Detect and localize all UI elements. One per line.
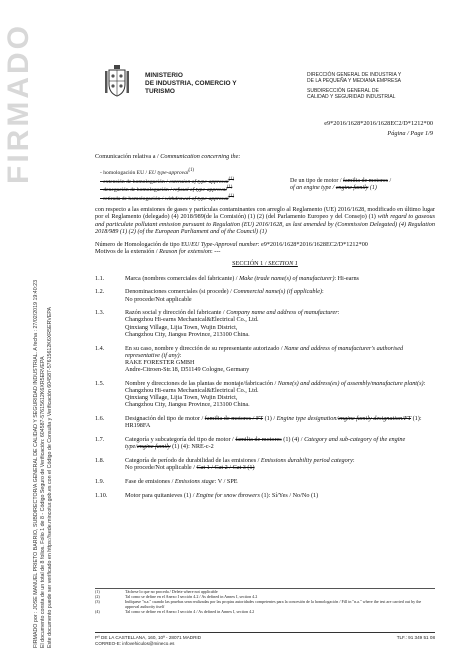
regulation-text: con respecto a las emisiones de gases y partículas contaminantes con arreglo al Reglamento (UE) 2016/1628, modificado en último lugar por el Reglamento (delegado) (4) 2018/989(de la Comisión) (1) (2) (del Parlamento Europeo y del Consejo) (1) with regard to gaseous and particulate pollutant emission pursuant to Regulation (EU) 2016/1628, as last amended by (Commission Delegated) (4) Regulation 2018/989 (1) (2) (of the European Parliament and of the Council) (1): [95, 206, 435, 235]
ministry-name: MINISTERIO DE INDUSTRIA, COMERCIO Y TURISMO: [145, 72, 237, 95]
letterhead: [95, 60, 435, 110]
option-type-approval: - homologación EU / EU type-approval$^{(1)}$: [100, 168, 194, 177]
communication-options: [95, 168, 435, 206]
footer-divider: [95, 632, 435, 633]
engine-type-choice: De un tipo de motor / familia de motores / of an engine type / engine family (1): [290, 178, 392, 192]
item-1-10: 1.10. Motor para quitanieves (1) / Engine for snow throwers (1): Sí/Yes / No/No (1): [95, 491, 319, 499]
item-1-5: 1.5. Nombre y direcciones de las plantas de montaje/fabricación / Name(s) and address(es) of assembly/manufacture plant(s): Changzhou Hi-earns Mechanical&Electrical Co., Ltd. Qinxiang Village, Lijia Town, Wujin District, Changzhou City, Jiangsu Province, 213100 China.: [95, 379, 426, 409]
section-title: SECCIÓN 1 / SECTION 1: [232, 260, 298, 268]
coat-of-arms-icon: [104, 65, 130, 99]
footer-email[interactable]: CORREO-E: infovehiculos@mineco.es: [95, 641, 175, 646]
sidebar-line-1: FIRMADO por : JOSE MANUEL PRIETO BARRIO, SUBDIRECTOR/A GENERAL DE CALIDAD Y SEGURIDAD INDUSTRIAL. A fecha : 27/02/2019 19:40:23: [33, 279, 39, 648]
communication-label: Comunicación relativa a / Communication concerning the:: [95, 153, 241, 160]
firmado-stamp: FIRMADO: [2, 23, 35, 184]
document-body: [95, 153, 435, 505]
footer-address: Pº DE LA CASTELLANA, 160, 10ª - 28071 MADRID CORREO-E: infovehiculos@mineco.es: [95, 635, 202, 646]
footer-phone: TLF.: 91 349 51 08: [396, 635, 435, 640]
option-refusal: - denegación de homologación / refusal of type-approval$^{(1)}$: [100, 185, 233, 193]
option-extension: - extensión de homologación / extension of type-approval$^{(1)}$: [100, 176, 235, 185]
footnote: (2) Tal como se define en el Anexo I sección 4.2 / As defined in Annex I, section 4.2: [95, 593, 258, 599]
sidebar-line-2: El documento consta de un total de 8 folios. Folio 1 de 8 - Código Seguro de Verificación: 604587-57615612K6XR5ERVEPA: [40, 356, 46, 648]
option-withdrawal: - retirada de homologación / withdrawal of type-approval$^{(1)}$: [100, 193, 235, 202]
footnote: (3) Indíquese "n.a." cuando las pruebas sean realizadas por las propias autoridades competentes para la concesión de la homologación / Fill in "n.a." where the test are carried out by the approval authority itself: [95, 598, 422, 609]
item-1-2: 1.2. Denominaciones comerciales (si procede) / Commercial name(s) (if applicable): No procede/Not applicable: [95, 288, 324, 303]
sidebar-line-3[interactable]: Este documento puede ser verificado en https://sede.mincotur.gob.es con el Código de Consulta y Verificación 604587-57615612K6XR5ERVEPA: [47, 306, 53, 648]
item-1-8: 1.8. Categoría de período de durabilidad de las emisiones / Emissions durability period category: No procede/Not applicable / Cat 1 / Cat 2 / Cat 3 (1): [95, 456, 355, 472]
item-1-9: 1.9. Fase de emisiones / Emissions stage: V / SPE: [95, 477, 238, 485]
footnote: (4) Tal como se define en el Anexo I sección 4 / As defined in Annex I, section 4.2: [95, 608, 255, 614]
item-1-4: 1.4. En su caso, nombre y dirección de su representante autorizado / Name and address of manufacturer's authorised representative (if any): RAKE FORESTER GMBH Andre-Citroen-Str.18, D51149 Cologne, Germany: [95, 344, 404, 374]
directorate: DIRECCIÓN GENERAL DE INDUSTRIA Y DE LA PEQUEÑA Y MEDIANA EMPRESA SUBDIRECCIÓN GENERAL DE CALIDAD Y SEGURIDAD INDUSTRIAL: [307, 72, 402, 100]
item-1-1: 1.1. Marca (nombres comerciales del fabricante) / Make (trade name(s) of manufacturer): Hi-earns: [95, 274, 359, 282]
item-1-6: 1.6. Designación del tipo de motor / familia de motores / FT (1) / Engine type designation/engine family designation/FT (1): HR198FA: [95, 415, 422, 430]
signature-sidebar: [0, 0, 52, 660]
item-1-3: 1.3. Razón social y dirección del fabricante / Company name and address of manufacturer: Changzhou Hi-earns Mechanical&Electrical Co., Ltd. Qinxiang Village, Lijia Town, Wujin District, Changzhou City, Jiangsu Province, 213100 China.: [95, 309, 340, 338]
approval-number: Número de Homologación de tipo EU/EU Type-Approval number: e9*2016/1628*2016/1628EC2/D*1212*00 Motivos de la extensión / Reason for extension: ---: [95, 241, 368, 256]
footnotes: [95, 588, 435, 615]
footnote: (1) Táchese lo que no proceda / Delete where not applicable: [95, 589, 218, 594]
reference-number: e9*2016/1628*2016/1628EC2/D*1212*00: [324, 120, 433, 127]
page-number: Página / Page 1/9: [387, 130, 433, 137]
item-1-7: 1.7. Categoría y subcategoría del tipo de motor / familia de motores (1) (4) / Category and sub-category of the engine type/engine family (1) (4): NRE-c-2: [95, 436, 406, 451]
